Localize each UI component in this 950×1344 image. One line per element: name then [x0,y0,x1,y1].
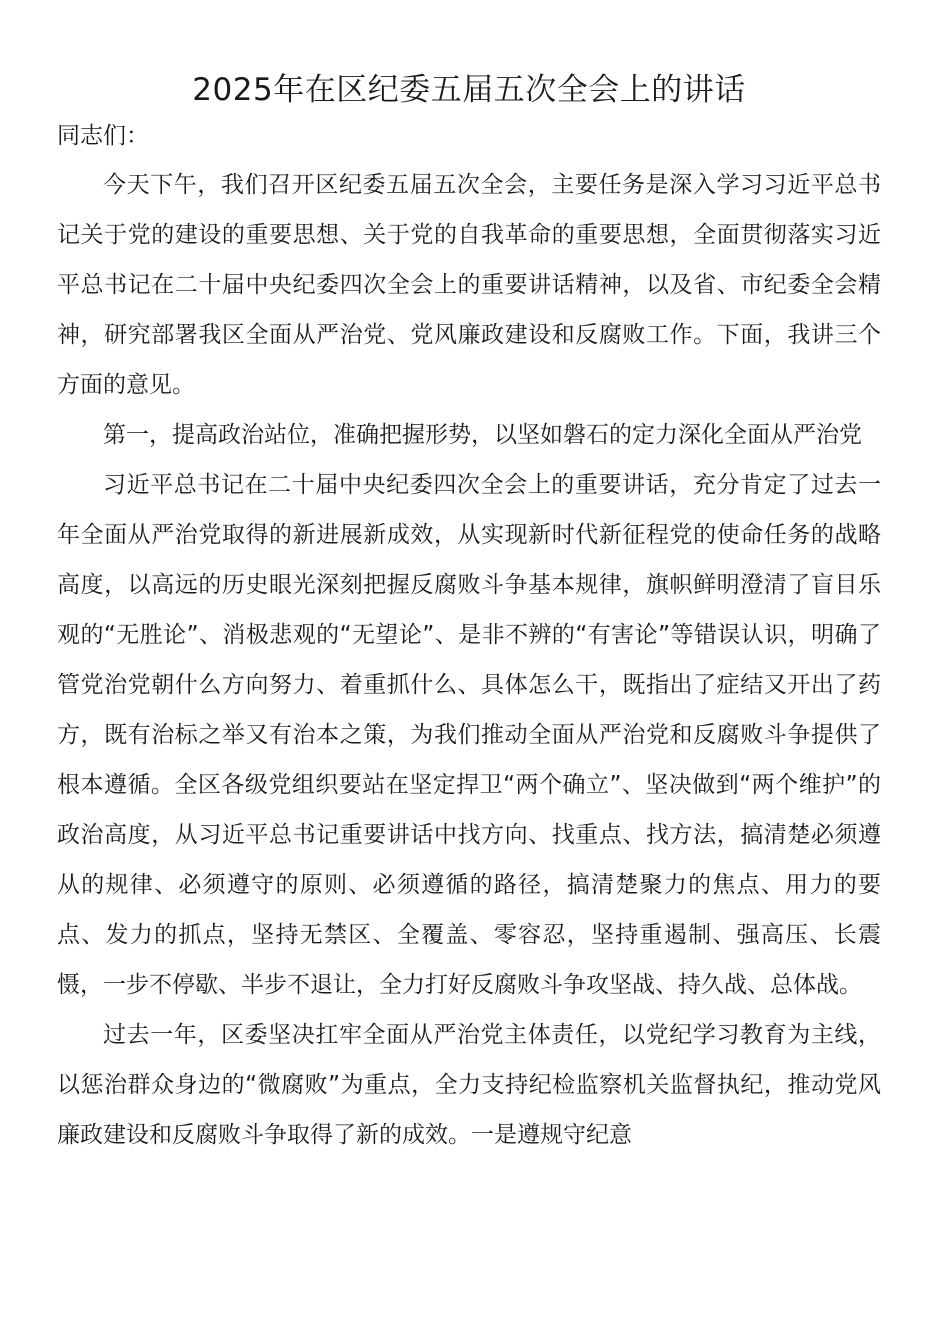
paragraph-speech-summary: 习近平总书记在二十届中央纪委四次全会上的重要讲话，充分肯定了过去一年全面从严治党取得的新进展新成效，从实现新时代新征程党的使命任务的战略高度，以高远的历史眼光深刻把握反腐败斗争基本规律，旗帜鲜明澄清了盲目乐观的“无胜论”、消极悲观的“无望论”、是非不辨的“有害论”等错误认识，明确了管党治党朝什么方向努力、着重抓什么、具体怎么干，既指出了症结又开出了药方，既有治标之举又有治本之策，为我们推动全面从严治党和反腐败斗争提供了根本遵循。全区各级党组织要站在坚定捍卫“两个确立”、坚决做到“两个维护”的政治高度，从习近平总书记重要讲话中找方向、找重点、找方法，搞清楚必须遵从的规律、必须遵守的原则、必须遵循的路径，搞清楚聚力的焦点、用力的要点、发力的抓点，坚持无禁区、全覆盖、零容忍，坚持重遏制、强高压、长震慑，一步不停歇、半步不退让，全力打好反腐败斗争攻坚战、持久战、总体战。 [57,472,881,998]
document-page [57,68,881,1160]
paragraph-intro: 今天下午，我们召开区纪委五届五次全会，主要任务是深入学习习近平总书记关于党的建设的重要思想、关于党的自我革命的重要思想，全面贯彻落实习近平总书记在二十届中央纪委四次全会上的重要讲话精神，以及省、市纪委全会精神，研究部署我区全面从严治党、党风廉政建设和反腐败工作。下面，我讲三个方面的意见。 [57,172,881,398]
document-title: 2025年在区纪委五届五次全会上的讲话 [192,72,746,108]
salutation: 同志们： [57,123,149,149]
section-heading-first: 第一，提高政治站位，准确把握形势，以坚如磐石的定力深化全面从严治党 [103,422,862,448]
paragraph-past-year: 过去一年，区委坚决扛牢全面从严治党主体责任，以党纪学习教育为主线，以惩治群众身边的“微腐败”为重点，全力支持纪检监察机关监督执纪，推动党风廉政建设和反腐败斗争取得了新的成效。一是遵规守纪意 [57,1022,881,1148]
